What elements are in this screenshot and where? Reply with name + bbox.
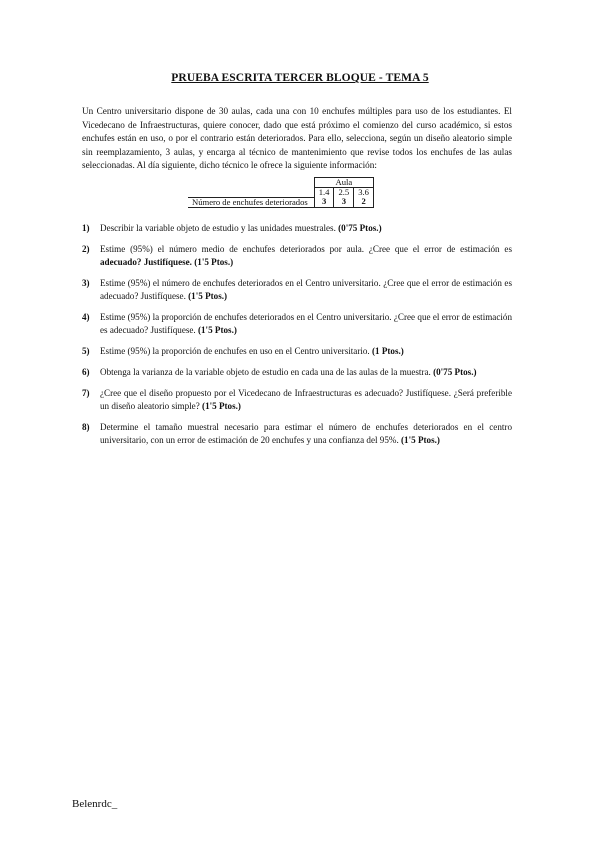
question-body: ¿Cree que el diseño propuesto por el Vicedecano de Infraestructuras es adecuado? Justifíquese. ¿Será preferible un diseño aleatorio simple? [100, 388, 512, 411]
document-title: PRUEBA ESCRITA TERCER BLOQUE - TEMA 5 [171, 72, 429, 84]
question-item [82, 421, 512, 447]
question-points: (1'5 Ptos.) [401, 435, 440, 445]
table-empty-cell [188, 178, 314, 188]
question-text [100, 421, 512, 447]
question-points: (1'5 Ptos.) [188, 291, 228, 301]
question-number: 5) [82, 346, 90, 356]
question-body: Describir la variable objeto de estudio y las unidades muestrales. [100, 223, 336, 233]
question-number: 4) [82, 312, 90, 322]
question-number: 7) [82, 388, 90, 398]
question-body: Obtenga la varianza de la variable objeto de estudio en cada una de las aulas de la muestra. [100, 367, 431, 377]
question-item [82, 243, 512, 269]
question-points: (1'5 Ptos.) [202, 401, 241, 411]
question-body: Estime (95%) el número de enchufes deteriorados en el Centro universitario. ¿Cree que el error de estimación es adecuado? Justifíquese. [100, 278, 512, 301]
question-item [82, 222, 512, 235]
question-number: 1) [82, 223, 90, 233]
table-aula-2: 2.5 [334, 188, 354, 198]
question-item [82, 345, 512, 358]
question-item [82, 366, 512, 379]
table-row-label: Número de enchufes deteriorados [188, 197, 314, 207]
question-text [100, 311, 512, 337]
question-item [82, 311, 512, 337]
question-points: (1'5 Ptos.) [194, 257, 234, 267]
table-aula-1: 1.4 [314, 188, 334, 198]
question-number: 2) [82, 244, 90, 254]
table-value-3: 2 [354, 197, 374, 207]
question-body: Estime (95%) la proporción de enchufes en uso en el Centro universitario. [100, 346, 370, 356]
question-number: 8) [82, 422, 90, 432]
data-table [188, 177, 374, 208]
question-bold-text: adecuado? Justifíquese. [100, 257, 192, 267]
question-points: (0'75 Ptos.) [433, 367, 477, 377]
question-text [100, 277, 512, 303]
question-points: (1'5 Ptos.) [197, 325, 237, 335]
question-text [100, 243, 512, 269]
question-body: Estime (95%) la proporción de enchufes deteriorados en el Centro universitario. ¿Cree que el error de estimación es adecuado? Justifíquese. [100, 312, 512, 335]
intro-paragraph: Un Centro universitario dispone de 30 aulas, cada una con 10 enchufes múltiples para uso de los estudiantes. El Vicedecano de Infraestructuras, quiere conocer, dado que está próximo el comienzo del curso académico, si estos enchufes están en uso, o por el contrario están deteriorados. Para ello, selecciona, según un diseño aleatorio simple sin reemplazamiento, 3 aulas, y encarga al técnico de mantenimiento que revise todos los enchufes de las aulas seleccionadas. Al día siguiente, dicho técnico le ofrece la siguiente información: [82, 106, 512, 171]
question-item [82, 387, 512, 413]
question-body: Estime (95%) el número medio de enchufes deteriorados por aula. ¿Cree que el error de estimación es [100, 244, 512, 254]
table-aula-3: 3.6 [354, 188, 374, 198]
table-value-1: 3 [314, 197, 334, 207]
question-text [100, 387, 512, 413]
question-number: 6) [82, 367, 90, 377]
question-points: (1 Ptos.) [371, 346, 404, 356]
footer-author: Belenrdc_ [72, 798, 118, 810]
table-empty-cell [188, 188, 314, 198]
questions-list [82, 222, 512, 455]
table-value-2: 3 [334, 197, 354, 207]
question-item [82, 277, 512, 303]
table-header-aula: Aula [314, 178, 373, 188]
question-text [100, 366, 512, 379]
question-body: Determine el tamaño muestral necesario para estimar el número de enchufes deteriorados en el centro universitario, con un error de estimación de 20 enchufes y una confianza del 95%. [100, 422, 512, 445]
question-points: (0'75 Ptos.) [338, 223, 382, 233]
question-number: 3) [82, 278, 90, 288]
question-text [100, 345, 512, 358]
question-text [100, 222, 512, 235]
